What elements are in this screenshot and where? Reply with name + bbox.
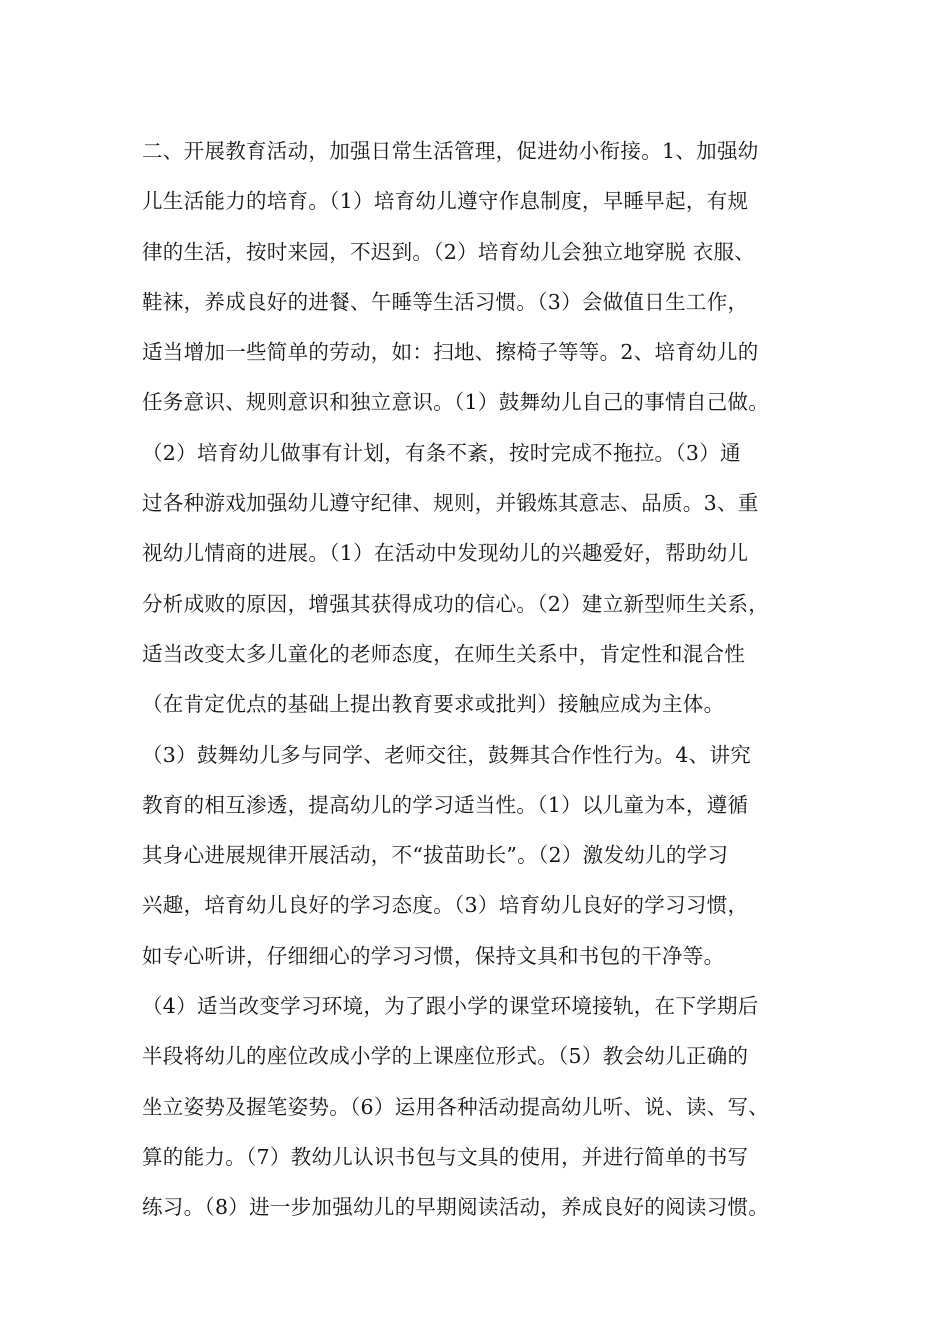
text-line: （4）适当改变学习环境，为了跟小学的课堂环境接轨，在下学期后 — [142, 994, 759, 1019]
text-line: （2）培育幼儿做事有计划，有条不紊，按时完成不拖拉。（3）通 — [142, 440, 741, 465]
text-line: 儿生活能力的培育。（1）培育幼儿遵守作息制度，早睡早起，有规 — [142, 189, 749, 214]
body-paragraph — [142, 131, 832, 1238]
text-line: 适当增加一些简单的劳动，如：扫地、擦椅子等等。2、培育幼儿的 — [142, 340, 759, 365]
text-line: 鞋袜，养成良好的进餐、午睡等生活习惯。（3）会做值日生工作， — [142, 289, 749, 314]
text-line: （3）鼓舞幼儿多与同学、老师交往，鼓舞其合作性行为。4、讲究 — [142, 742, 752, 767]
text-line: （在肯定优点的基础上提出教育要求或批判）接触应成为主体。 — [142, 692, 725, 717]
text-line: 任务意识、规则意识和独立意识。（1）鼓舞幼儿自己的事情自己做。 — [142, 390, 770, 415]
text-line: 如专心听讲，仔细细心的学习习惯，保持文具和书包的干净等。 — [142, 943, 725, 968]
text-line: 分析成败的原因，增强其获得成功的信心。（2）建立新型师生关系， — [142, 591, 770, 616]
text-line: 律的生活，按时来园，不迟到。（2）培育幼儿会独立地穿脱 衣服、 — [142, 239, 756, 264]
text-line: 其身心进展规律开展活动，不“拔苗助长”。（2）激发幼儿的学习 — [142, 843, 729, 868]
text-line: 二、开展教育活动，加强日常生活管理，促进幼小衔接。1、加强幼 — [142, 139, 759, 163]
text-line: 算的能力。（7）教幼儿认识书包与文具的使用，并进行简单的书写 — [142, 1144, 749, 1169]
text-line: 练习。（8）进一步加强幼儿的早期阅读活动，养成良好的阅读习惯。 — [142, 1195, 770, 1220]
text-line: 过各种游戏加强幼儿遵守纪律、规则，并锻炼其意志、品质。3、重 — [142, 491, 759, 516]
text-line: 兴趣，培育幼儿良好的学习态度。（3）培育幼儿良好的学习习惯， — [142, 893, 749, 918]
text-line: 教育的相互渗透，提高幼儿的学习适当性。（1）以儿童为本，遵循 — [142, 792, 749, 817]
text-line: 半段将幼儿的座位改成小学的上课座位形式。（5）教会幼儿正确的 — [142, 1044, 749, 1069]
text-line: 坐立姿势及握笔姿势。（6）运用各种活动提高幼儿听、说、读、写、 — [142, 1094, 770, 1119]
text-line: 视幼儿情商的进展。（1）在活动中发现幼儿的兴趣爱好，帮助幼儿 — [142, 541, 749, 566]
text-line: 适当改变太多儿童化的老师态度，在师生关系中，肯定性和混合性 — [142, 641, 746, 666]
